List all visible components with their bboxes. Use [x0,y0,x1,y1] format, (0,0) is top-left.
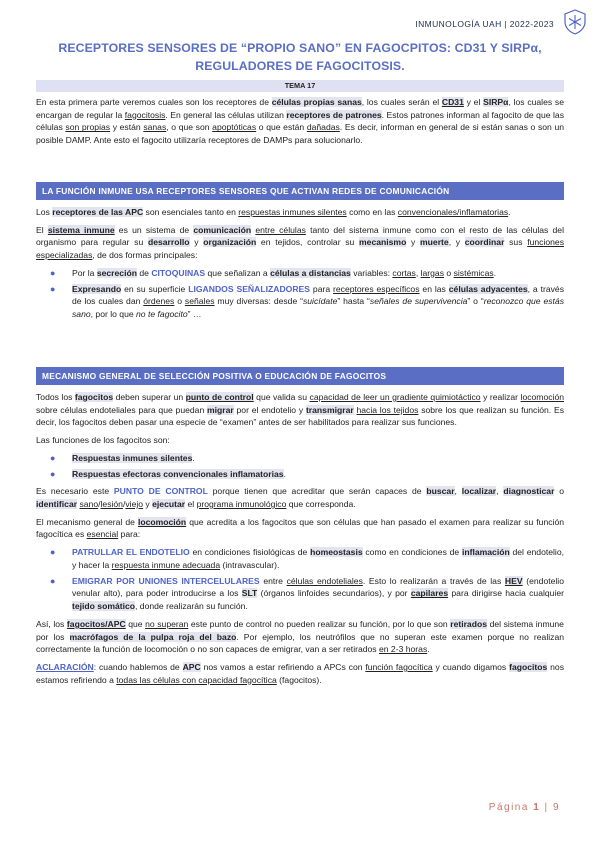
paragraph [36,485,564,510]
text: de [136,267,152,278]
text: . [427,644,430,655]
text: : cuando hablemos de [93,661,183,672]
text: (órganos linfoides secundarios), y por [257,588,411,599]
text: Respuestas inmunes silentes [72,452,193,463]
text: . [508,207,511,217]
text: , los cuales se encargan de regular la [36,97,564,120]
tema-label: TEMA 17 [36,80,564,92]
text: receptores de las APC [52,207,144,217]
text: retirados [450,618,487,629]
text: variables: [350,267,393,278]
bullet-icon: ● [50,452,56,463]
text: órdenes [143,296,175,307]
text: sistema inmune [47,224,115,235]
bullet-icon: ● [50,267,56,278]
text: migrar [207,404,234,415]
text: , por lo que [90,309,137,320]
text: en su superficie [121,283,189,294]
paragraph [36,618,564,656]
text: Por la [72,267,97,278]
text: buscar [426,486,455,497]
paragraph [36,516,564,541]
paragraph: Las funciones de los fagocitos son: [36,435,170,446]
text: organización [203,237,257,248]
text: sanas [143,122,167,133]
text: todas las células con capacidad fagocítica [116,674,277,685]
section-2-body [36,391,564,691]
text: suicídate [302,296,338,307]
text: del sistema inmune por los [36,618,564,642]
footer-label: Página [488,802,529,814]
text: , y [448,237,465,248]
text: Expresando [72,283,122,294]
text: respuestas inmunes silentes [238,207,347,217]
text: ” o “ [467,296,484,307]
bullet-icon: ● [50,575,56,586]
text: en condiciones fisiológicas de [189,547,311,558]
snowflake-shield-icon [562,9,588,35]
text: y [406,237,421,248]
text: viejo [125,499,144,510]
text: cortas [392,267,416,278]
header-course: INMUNOLOGÍA UAH | 2022-2023 [415,19,554,29]
footer-separator: | [544,802,549,814]
list-item: ● Respuestas inmunes silentes. [72,452,564,465]
text: por el endotelio y [233,404,306,415]
text: LIGANDOS SEÑALIZADORES [188,283,311,294]
text: apoptóticas [212,122,257,133]
text: PUNTO DE CONTROL [113,486,208,497]
text: son propias [65,122,111,133]
text: macrófagos de la pulpa roja del bazo [69,631,237,642]
text: y realizar [480,392,521,402]
text: sano [79,499,99,510]
text: Todos los [36,392,75,402]
text: como en las [346,207,398,217]
text: ejecutar [152,499,186,510]
paragraph [36,391,564,429]
text: hacia los tejidos [356,404,419,415]
text: PATRULLAR EL ENDOTELIO [72,547,190,558]
text: es un sistema de [114,224,194,235]
text: tanto del sistema inmune como con el resto de las células del organismo para regular su [36,224,564,248]
text: En esta primera parte veremos cuales son los receptores de [36,97,272,107]
text: . Estos patrones informan al fagocito de que las células [36,109,564,133]
bullet-icon: ● [50,468,56,479]
text: sobre células endoteliales para que puedan [36,404,207,415]
text: y el [463,97,484,107]
text: ACLARACIÓN [36,661,94,672]
text: . Esto lo realizarán a través de las [362,575,505,586]
list-item [50,546,564,571]
text: células endoteliales [286,575,363,586]
text: o [174,296,185,307]
text: homeostasis [310,547,363,558]
text: en 2-3 horas [378,644,428,655]
list-item [50,575,565,613]
paragraph [36,661,564,686]
text: / [122,499,126,510]
text: ” … [187,309,202,320]
text: localizar [461,486,497,497]
text: tejido somático [72,601,136,612]
text: para: [118,529,141,540]
title-line-1: RECEPTORES SENSORES DE “PROPIO SANO” EN FAGOCPITOS: CD31 Y SIRPα, [58,41,542,55]
text: o [554,486,565,497]
text: , a través de los cuales dan [72,283,564,307]
text: del endotelio, y hacer la [72,547,564,570]
bullet-list [36,452,564,480]
text: desarrollo [147,237,190,248]
text: que corresponda. [286,499,356,510]
text: EMIGRAR POR UNIONES INTERCELULARES [72,575,260,586]
text: convencionales/inflamatorias [397,207,509,217]
paragraph [36,224,564,262]
text: este punto de control no pueden realizar su función, por lo que son [188,618,451,629]
text: El mecanismo general de [36,516,138,527]
text: programa inmunológico [196,499,287,510]
text: , [454,486,462,497]
text: deben superar un [113,392,186,402]
text: Así, los [36,618,67,629]
text: SIRPα [483,97,509,107]
text: locomoción [520,392,565,402]
text: como en condiciones de [362,547,462,558]
text: entre [259,575,287,586]
text: células propias sanas [271,97,362,107]
text: , [415,267,421,278]
text: porque tienen que acreditar que serán capaces de [207,486,427,497]
text: en tejidos, controlar su [256,237,360,248]
text: nos vamos a estar refiriendo a APCs con [200,661,366,672]
text: capacidad de leer un gradiente quimiotáctico [309,392,481,402]
text: y están [110,122,144,133]
text: esencial [86,529,119,540]
text: que acredita a los fagocitos que son células que han pasado el examen para realizar su función fagocítica es [36,516,565,540]
text: sobre los que realizan su función. Es decir, los fagocitos deben pasar una especie de “examen” antes de ser habilitados para realizar sus funciones. [36,404,564,428]
text: El [36,224,48,235]
bullet-icon: ● [50,547,56,558]
page-footer [489,801,560,816]
text: receptores específicos [333,283,420,294]
text: entre células [255,224,306,235]
text: / [98,499,101,510]
section-heading-2: MECANISMO GENERAL DE SELECCIÓN POSITIVA O EDUCACIÓN DE FAGOCITOS [36,367,564,385]
text: señales [184,296,215,307]
text: CITOQUINAS [151,267,206,278]
text: Es necesario este [36,486,114,497]
text: , [496,486,504,497]
text: funciones especializadas [36,237,564,261]
text: , los cuales serán el [361,97,442,107]
text: función fagocítica [365,661,433,672]
list-item [50,267,564,280]
text: sistémicas [453,267,494,278]
text: no superan [145,618,189,629]
page-total: 9 [552,802,560,814]
text: reconozco que estás sano [72,296,565,320]
text: inflamación [461,547,510,558]
text: , de dos formas principales: [92,250,198,261]
text: coordinar [464,237,505,248]
text: muerte [420,237,449,248]
bullet-list [36,267,564,321]
text: CD31 [441,97,464,107]
text: ” hasta “ [337,296,370,307]
text: SLT [241,588,258,599]
text: el [185,499,197,510]
text: . En general las células utilizan [165,109,287,120]
document-title [40,40,560,76]
text: fagocitos [509,661,548,672]
text: fagocitosis [124,109,166,120]
text: punto de control [185,392,254,402]
text: Respuestas efectoras convencionales inflamatorias [72,468,284,479]
text: y [143,499,153,510]
text: que valida su [253,392,310,402]
text: HEV [504,575,523,586]
text: largas [420,267,444,278]
page-number: 1 [533,802,541,814]
list-item: ● Respuestas efectoras convencionales inflamatorias. [72,468,564,481]
text: que [125,618,146,629]
title-line-2: REGULADORES DE FAGOCITOSIS. [195,58,405,73]
text: diagnosticar [503,486,555,497]
text: células a distancias [270,267,351,278]
text: , o que son [166,122,213,133]
text: transmigrar [305,404,354,415]
text: . [493,267,497,278]
text: receptores de patrones [286,109,382,120]
text: , donde realizarán su función. [135,601,248,612]
text: sus [504,237,528,248]
text: fagocitos/APC [66,618,126,629]
text: secreción [96,267,137,278]
text: locomoción [137,516,187,527]
text: identificar [36,499,78,510]
text: señales de supervivencia [369,296,468,307]
text: no te fagocito [136,309,188,320]
text: y cuando digamos [432,661,510,672]
text: APC [182,661,201,672]
section-heading-1: LA FUNCIÓN INMUNE USA RECEPTORES SENSORES QUE ACTIVAN REDES DE COMUNICACIÓN [36,182,564,200]
text: (endotelio venular alto), para poder introducirse a los [72,575,565,599]
text: . Es decir, informan en general de si están sanas o son un posible DAMP. Ante esto el fagocito utilizaría receptores de DAMPs para solucionarlo. [36,122,565,146]
text: nos estamos refiriendo a [36,661,564,685]
text: dañadas [306,122,340,133]
text: para dirigirse hacia cualquier [448,588,564,599]
text: . Por ejemplo, los neutrófilos que no superan este examen porque no realizan correctamente la función de locomoción o no son capaces de emigrar, van a ser retirados [36,631,564,655]
text: (fagocitos). [276,674,322,685]
intro-paragraph [36,96,564,152]
text: células adyacentes [448,283,528,294]
text: para [310,283,334,294]
text: que señalizan a [205,267,271,278]
text: respuesta inmune adecuada [111,559,221,570]
text: o [444,267,454,278]
text: mecanismo [359,237,407,248]
bullet-list [36,546,564,613]
text: fagocitos [74,392,114,402]
text: son esenciales tanto en [143,207,239,217]
text: comunicación [193,224,252,235]
bullet-icon: ● [50,283,56,294]
text: en las [419,283,449,294]
text: capilares [410,588,449,599]
section-1-body [36,206,564,326]
intro-text [36,96,564,147]
paragraph [36,206,564,219]
list-item [50,283,565,321]
text: (intravascular). [220,559,280,570]
text: y [189,237,204,248]
text: o que están [256,122,307,133]
text: lesión [100,499,123,510]
text: Los [36,207,53,217]
text: muy diversas: desde “ [214,296,303,307]
